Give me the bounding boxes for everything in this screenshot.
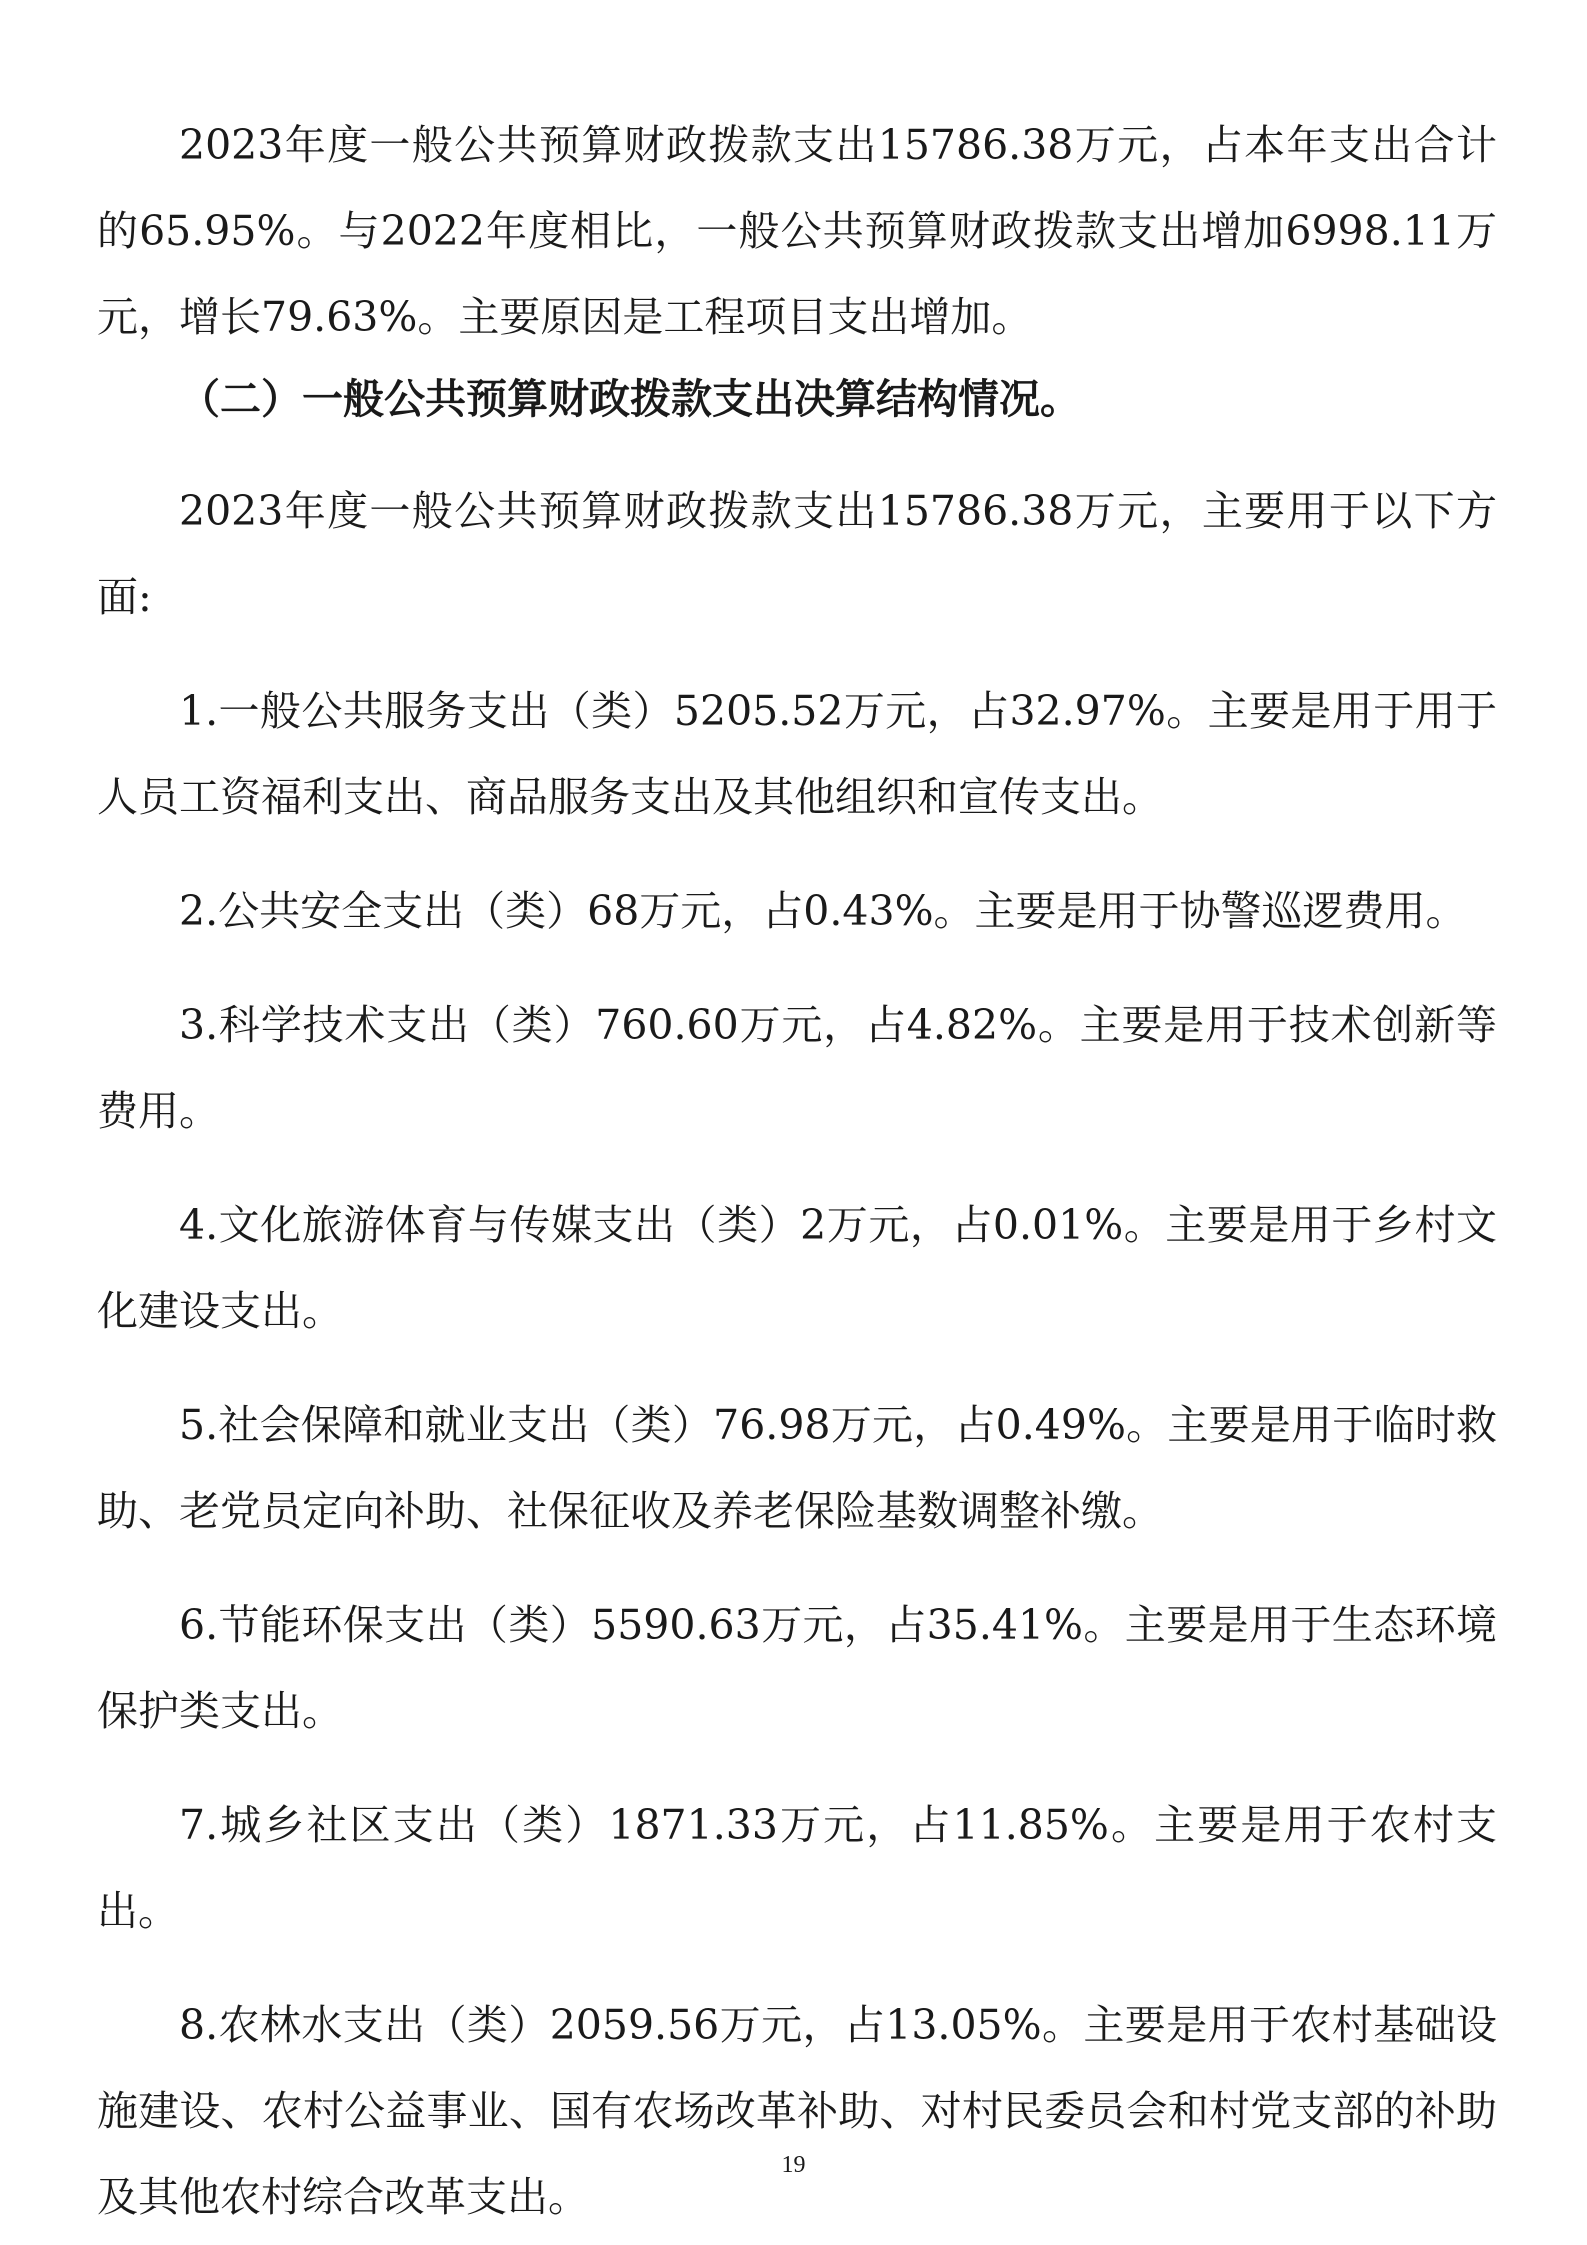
list-item-culture-tourism-sports-media: 4.文化旅游体育与传媒支出（类）2万元，占0.01%。主要是用于乡村文化建设支出。 xyxy=(97,1201,1497,1335)
list-item-general-public-services: 1.一般公共服务支出（类）5205.52万元，占32.97%。主要是用于用于人员工资福利支出、商品服务支出及其他组织和宣传支出。 xyxy=(97,687,1497,821)
document-body xyxy=(97,102,1497,2240)
list-item-social-security-employment: 5.社会保障和就业支出（类）76.98万元，占0.49%。主要是用于临时救助、老党员定向补助、社保征收及养老保险基数调整补缴。 xyxy=(97,1401,1497,1535)
list-item-agriculture-forestry-water: 8.农林水支出（类）2059.56万元，占13.05%。主要是用于农村基础设施建设、农村公益事业、国有农场改革补助、对村民委员会和村党支部的补助及其他农村综合改革支出。 xyxy=(97,2001,1497,2221)
page-number: 19 xyxy=(781,2152,806,2178)
list-item-urban-rural-community: 7.城乡社区支出（类）1871.33万元，占11.85%。主要是用于农村支出。 xyxy=(97,1801,1497,1935)
list-item-public-safety: 2.公共安全支出（类）68万元，占0.43%。主要是用于协警巡逻费用。 xyxy=(179,887,1467,935)
list-item-energy-environment: 6.节能环保支出（类）5590.63万元，占35.41%。主要是用于生态环境保护类支出。 xyxy=(97,1601,1497,1735)
paragraph-intro: 2023年度一般公共预算财政拨款支出15786.38万元，主要用于以下方面: xyxy=(97,487,1497,621)
list-item-science-technology: 3.科学技术支出（类）760.60万元，占4.82%。主要是用于技术创新等费用。 xyxy=(97,1001,1497,1135)
paragraph-summary: 2023年度一般公共预算财政拨款支出15786.38万元，占本年支出合计的65.95%。与2022年度相比，一般公共预算财政拨款支出增加6998.11万元，增长79.63%。主要原因是工程项目支出增加。 xyxy=(97,121,1497,341)
section-heading: （二）一般公共预算财政拨款支出决算结构情况。 xyxy=(179,375,1081,423)
